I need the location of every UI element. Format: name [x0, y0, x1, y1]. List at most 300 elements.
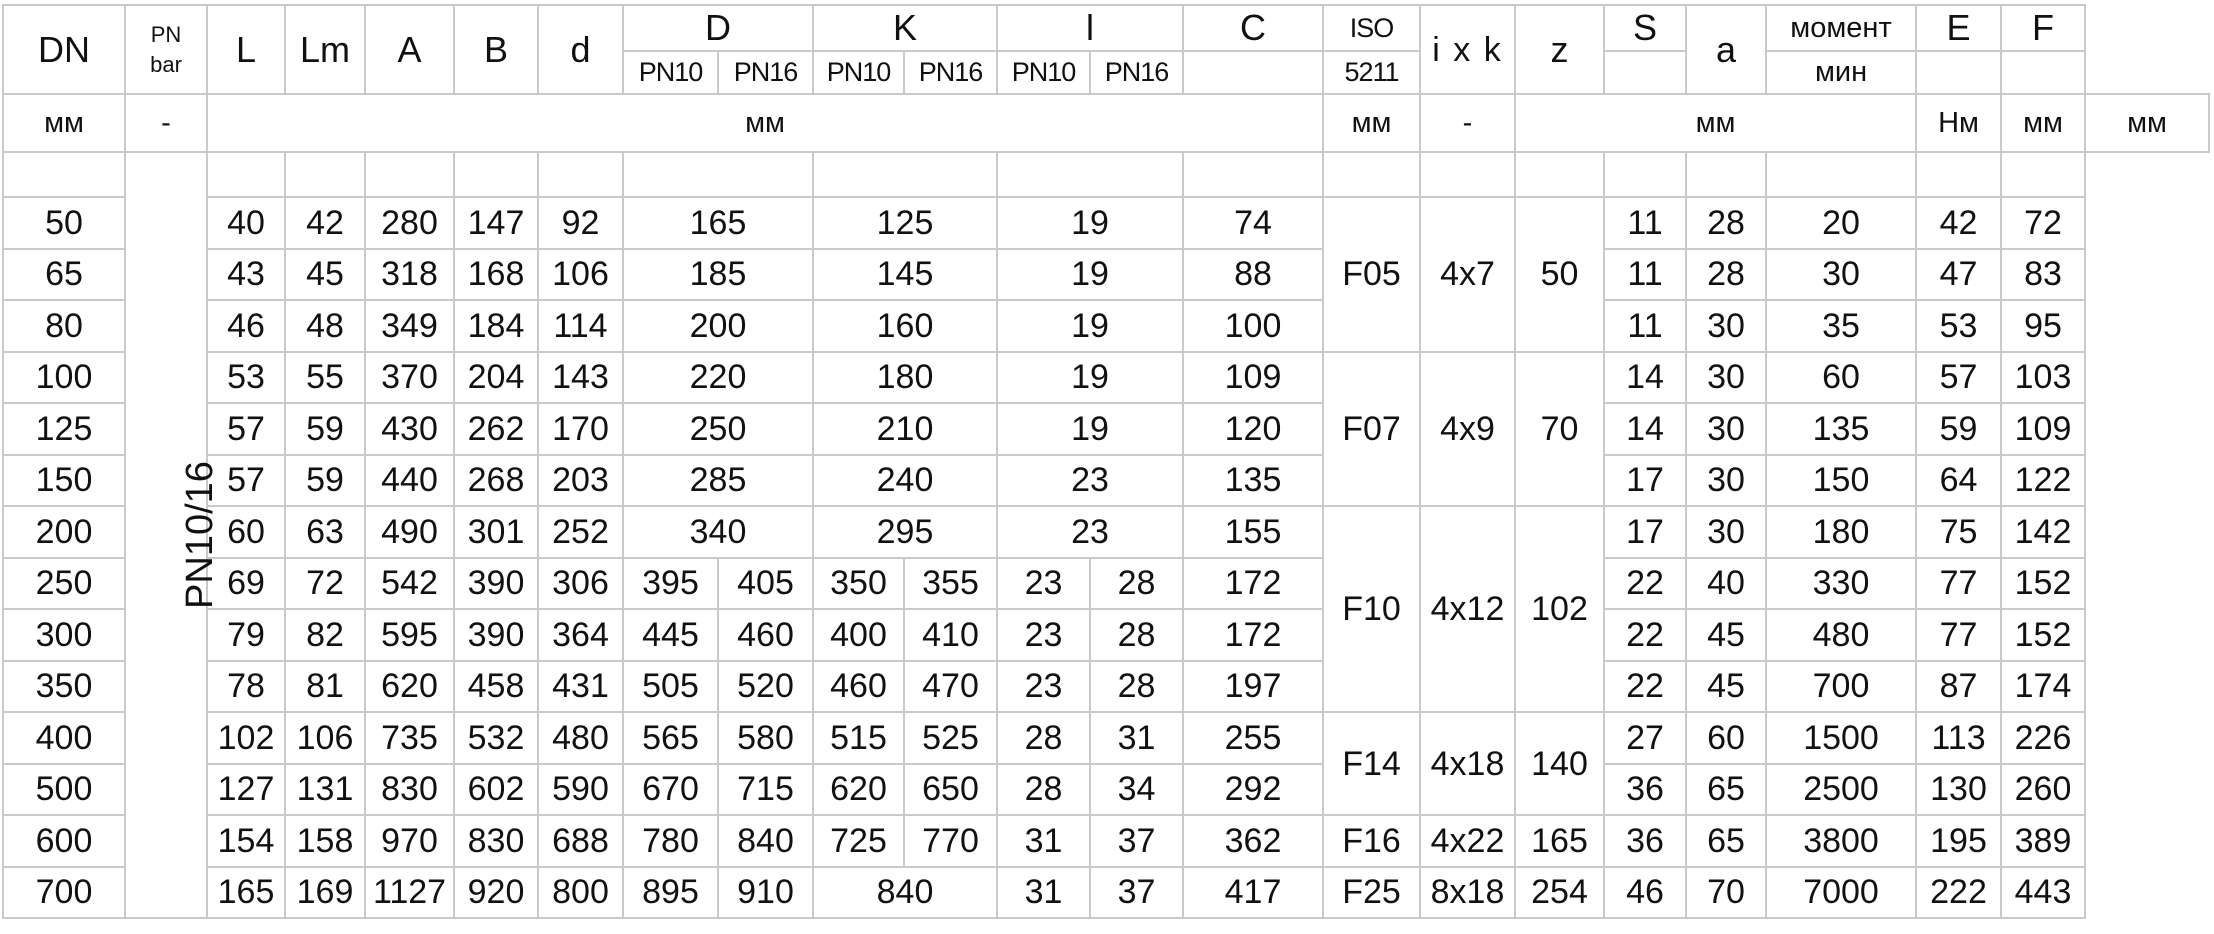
cell-torque: 330 — [1766, 558, 1916, 610]
cell-d-pn16: 460 — [718, 609, 813, 661]
cell-k-pn10: 400 — [813, 609, 904, 661]
cell-d-pn10: 395 — [623, 558, 718, 610]
cell-l: 60 — [207, 506, 285, 558]
cell-torque: 1500 — [1766, 712, 1916, 764]
cell-f: 83 — [2001, 249, 2085, 301]
cell-torque: 700 — [1766, 661, 1916, 713]
table-row-dn600 — [3, 815, 2209, 867]
cell-a-small: 30 — [1686, 403, 1766, 455]
cell-l-pn16: 28 — [1090, 558, 1183, 610]
cell-l-bolt: 23 — [997, 506, 1183, 558]
cell-c: 120 — [1183, 403, 1323, 455]
cell-d-pn16: 580 — [718, 712, 813, 764]
cell-dn: 250 — [3, 558, 125, 610]
cell-l: 127 — [207, 764, 285, 816]
cell-k-pn16: 770 — [904, 815, 997, 867]
cell-ixk: 4x12 — [1420, 506, 1515, 712]
table-row-dn80 — [3, 300, 2209, 352]
butterfly-valve-dimensions-table — [2, 4, 2210, 919]
cell-k-pn16: 650 — [904, 764, 997, 816]
cell-a: 280 — [365, 197, 454, 249]
spacer-cell — [1766, 152, 1916, 197]
spacer-cell — [1323, 152, 1420, 197]
spacer-cell — [454, 152, 538, 197]
cell-a: 970 — [365, 815, 454, 867]
cell-a-small: 60 — [1686, 712, 1766, 764]
cell-b: 204 — [454, 352, 538, 404]
cell-ixk: 4x22 — [1420, 815, 1515, 867]
cell-dn: 400 — [3, 712, 125, 764]
cell-dn: 700 — [3, 867, 125, 919]
cell-l-bolt: 19 — [997, 249, 1183, 301]
unit-pn: - — [125, 94, 207, 152]
cell-lm: 45 — [285, 249, 365, 301]
table-row-dn50 — [3, 197, 2209, 249]
cell-dn: 150 — [3, 455, 125, 507]
cell-a-small: 28 — [1686, 249, 1766, 301]
cell-d-small: 688 — [538, 815, 623, 867]
cell-b: 602 — [454, 764, 538, 816]
spacer-cell — [365, 152, 454, 197]
spacer-cell — [207, 152, 285, 197]
cell-e: 130 — [1916, 764, 2001, 816]
col-header-z: z — [1515, 5, 1604, 94]
table-row-dn125 — [3, 403, 2209, 455]
cell-k: 240 — [813, 455, 997, 507]
cell-a: 542 — [365, 558, 454, 610]
col-header-l-pn10: PN10 — [997, 51, 1090, 94]
cell-d-small: 92 — [538, 197, 623, 249]
col-header-a: A — [365, 5, 454, 94]
cell-c: 172 — [1183, 609, 1323, 661]
cell-k-pn10: 725 — [813, 815, 904, 867]
spacer-cell — [1183, 152, 1323, 197]
cell-l-pn16: 28 — [1090, 661, 1183, 713]
unit-ixk-z-s-a: мм — [1515, 94, 1916, 152]
cell-l-bolt: 19 — [997, 300, 1183, 352]
cell-l-bolt: 19 — [997, 403, 1183, 455]
cell-iso: F07 — [1323, 352, 1420, 507]
cell-d-small: 203 — [538, 455, 623, 507]
table-row-dn200 — [3, 506, 2209, 558]
cell-d-pn10: 445 — [623, 609, 718, 661]
col-header-s-blank — [1604, 51, 1686, 94]
table-row-dn250 — [3, 558, 2209, 610]
cell-d-small: 480 — [538, 712, 623, 764]
cell-c: 417 — [1183, 867, 1323, 919]
cell-b: 830 — [454, 815, 538, 867]
cell-a-small: 30 — [1686, 455, 1766, 507]
cell-c: 88 — [1183, 249, 1323, 301]
col-header-pn — [125, 5, 207, 94]
cell-torque: 7000 — [1766, 867, 1916, 919]
cell-d-pn16: 405 — [718, 558, 813, 610]
cell-c: 100 — [1183, 300, 1323, 352]
cell-s: 27 — [1604, 712, 1686, 764]
cell-a-small: 70 — [1686, 867, 1766, 919]
cell-z: 254 — [1515, 867, 1604, 919]
table-row-dn65 — [3, 249, 2209, 301]
cell-c: 135 — [1183, 455, 1323, 507]
cell-dn: 125 — [3, 403, 125, 455]
cell-k-pn16: 525 — [904, 712, 997, 764]
spacer-cell — [1515, 152, 1604, 197]
cell-l: 46 — [207, 300, 285, 352]
cell-f: 103 — [2001, 352, 2085, 404]
cell-k-pn16: 355 — [904, 558, 997, 610]
cell-f: 443 — [2001, 867, 2085, 919]
cell-d-pn16: 840 — [718, 815, 813, 867]
cell-a: 620 — [365, 661, 454, 713]
cell-d-small: 106 — [538, 249, 623, 301]
cell-torque: 150 — [1766, 455, 1916, 507]
cell-l: 43 — [207, 249, 285, 301]
cell-c: 172 — [1183, 558, 1323, 610]
cell-s: 11 — [1604, 197, 1686, 249]
spacer-cell — [1916, 152, 2001, 197]
cell-f: 152 — [2001, 609, 2085, 661]
cell-f: 142 — [2001, 506, 2085, 558]
cell-k: 160 — [813, 300, 997, 352]
cell-k: 180 — [813, 352, 997, 404]
cell-torque: 3800 — [1766, 815, 1916, 867]
col-header-l: L — [207, 5, 285, 94]
col-header-torque-top: момент — [1766, 5, 1916, 51]
cell-torque: 135 — [1766, 403, 1916, 455]
cell-d-pn10: 505 — [623, 661, 718, 713]
spacer-cell — [1420, 152, 1515, 197]
cell-f: 260 — [2001, 764, 2085, 816]
cell-z: 102 — [1515, 506, 1604, 712]
cell-a-small: 45 — [1686, 609, 1766, 661]
col-header-e: E — [1916, 5, 2001, 51]
cell-torque: 20 — [1766, 197, 1916, 249]
cell-ixk: 4x9 — [1420, 352, 1515, 507]
cell-c: 292 — [1183, 764, 1323, 816]
cell-e: 195 — [1916, 815, 2001, 867]
cell-l-pn16: 37 — [1090, 867, 1183, 919]
cell-l: 69 — [207, 558, 285, 610]
cell-s: 17 — [1604, 455, 1686, 507]
cell-s: 14 — [1604, 403, 1686, 455]
col-header-iso-top: ISO — [1323, 5, 1420, 51]
cell-s: 14 — [1604, 352, 1686, 404]
cell-f: 72 — [2001, 197, 2085, 249]
unit-f: мм — [2085, 94, 2209, 152]
spacer-cell — [813, 152, 997, 197]
cell-a-small: 30 — [1686, 506, 1766, 558]
unit-dn: мм — [3, 94, 125, 152]
cell-lm: 59 — [285, 403, 365, 455]
cell-lm: 63 — [285, 506, 365, 558]
cell-b: 262 — [454, 403, 538, 455]
pn-rating-cell — [125, 152, 221, 918]
table-row-dn150 — [3, 455, 2209, 507]
cell-c: 155 — [1183, 506, 1323, 558]
cell-z: 50 — [1515, 197, 1604, 352]
cell-k: 295 — [813, 506, 997, 558]
cell-l: 53 — [207, 352, 285, 404]
cell-e: 87 — [1916, 661, 2001, 713]
cell-s: 36 — [1604, 815, 1686, 867]
cell-s: 22 — [1604, 558, 1686, 610]
cell-a: 430 — [365, 403, 454, 455]
spacer-cell — [538, 152, 623, 197]
cell-dn: 80 — [3, 300, 125, 352]
col-header-ixk: i x k — [1420, 5, 1515, 94]
cell-iso: F14 — [1323, 712, 1420, 815]
cell-k: 210 — [813, 403, 997, 455]
cell-torque: 35 — [1766, 300, 1916, 352]
cell-d-flange: 165 — [623, 197, 813, 249]
cell-a-small: 40 — [1686, 558, 1766, 610]
cell-e: 57 — [1916, 352, 2001, 404]
cell-s: 22 — [1604, 661, 1686, 713]
spacer-cell — [997, 152, 1183, 197]
cell-d-pn16: 520 — [718, 661, 813, 713]
cell-a-small: 65 — [1686, 815, 1766, 867]
spacer-row — [3, 152, 2209, 197]
cell-d-small: 170 — [538, 403, 623, 455]
cell-d-flange: 340 — [623, 506, 813, 558]
table-row-dn400 — [3, 712, 2209, 764]
col-header-lm: Lm — [285, 5, 365, 94]
cell-iso: F25 — [1323, 867, 1420, 919]
cell-a-small: 30 — [1686, 300, 1766, 352]
cell-d-pn10: 565 — [623, 712, 718, 764]
cell-l: 79 — [207, 609, 285, 661]
cell-d-flange: 185 — [623, 249, 813, 301]
col-header-a-small: a — [1686, 5, 1766, 94]
cell-lm: 106 — [285, 712, 365, 764]
cell-s: 36 — [1604, 764, 1686, 816]
cell-l-pn16: 37 — [1090, 815, 1183, 867]
spacer-cell — [2001, 152, 2085, 197]
cell-c: 362 — [1183, 815, 1323, 867]
cell-a: 595 — [365, 609, 454, 661]
cell-d-pn16: 910 — [718, 867, 813, 919]
cell-b: 147 — [454, 197, 538, 249]
spacer-cell — [285, 152, 365, 197]
col-header-f-blank — [2001, 51, 2085, 94]
cell-a: 318 — [365, 249, 454, 301]
cell-d-small: 590 — [538, 764, 623, 816]
cell-b: 920 — [454, 867, 538, 919]
cell-f: 174 — [2001, 661, 2085, 713]
cell-d-small: 800 — [538, 867, 623, 919]
cell-a-small: 30 — [1686, 352, 1766, 404]
cell-d-flange: 200 — [623, 300, 813, 352]
cell-f: 95 — [2001, 300, 2085, 352]
cell-s: 46 — [1604, 867, 1686, 919]
cell-z: 70 — [1515, 352, 1604, 507]
cell-a: 830 — [365, 764, 454, 816]
cell-a: 349 — [365, 300, 454, 352]
cell-dn: 65 — [3, 249, 125, 301]
header-row-1 — [3, 5, 2209, 51]
unit-torque: Нм — [1916, 94, 2001, 152]
cell-k-pn10: 460 — [813, 661, 904, 713]
spacer-cell — [623, 152, 813, 197]
col-header-e-blank — [1916, 51, 2001, 94]
cell-l-pn10: 31 — [997, 867, 1090, 919]
cell-ixk: 8x18 — [1420, 867, 1515, 919]
cell-torque: 480 — [1766, 609, 1916, 661]
unit-e: мм — [2001, 94, 2085, 152]
col-header-d-pn10: PN10 — [623, 51, 718, 94]
cell-d-small: 431 — [538, 661, 623, 713]
cell-b: 268 — [454, 455, 538, 507]
cell-l: 40 — [207, 197, 285, 249]
cell-b: 458 — [454, 661, 538, 713]
cell-l-pn10: 31 — [997, 815, 1090, 867]
cell-lm: 48 — [285, 300, 365, 352]
cell-d-flange: 285 — [623, 455, 813, 507]
spacer-cell — [3, 152, 125, 197]
cell-s: 11 — [1604, 300, 1686, 352]
table-row-dn350 — [3, 661, 2209, 713]
cell-e: 222 — [1916, 867, 2001, 919]
cell-dn: 200 — [3, 506, 125, 558]
cell-l: 102 — [207, 712, 285, 764]
cell-l-pn10: 23 — [997, 609, 1090, 661]
table-row-dn700 — [3, 867, 2209, 919]
cell-l-pn10: 23 — [997, 661, 1090, 713]
cell-lm: 81 — [285, 661, 365, 713]
cell-k: 145 — [813, 249, 997, 301]
cell-k-pn10: 350 — [813, 558, 904, 610]
cell-d-pn10: 895 — [623, 867, 718, 919]
cell-l-bolt: 19 — [997, 197, 1183, 249]
cell-l-pn10: 28 — [997, 764, 1090, 816]
cell-dn: 50 — [3, 197, 125, 249]
cell-a: 440 — [365, 455, 454, 507]
cell-f: 152 — [2001, 558, 2085, 610]
col-header-l-bolt: l — [997, 5, 1183, 51]
cell-dn: 100 — [3, 352, 125, 404]
cell-d-pn16: 715 — [718, 764, 813, 816]
col-header-b: B — [454, 5, 538, 94]
cell-k: 840 — [813, 867, 997, 919]
cell-e: 113 — [1916, 712, 2001, 764]
col-header-torque-bottom: мин — [1766, 51, 1916, 94]
cell-f: 226 — [2001, 712, 2085, 764]
cell-l-pn16: 28 — [1090, 609, 1183, 661]
cell-e: 77 — [1916, 609, 2001, 661]
cell-f: 122 — [2001, 455, 2085, 507]
spacer-cell — [1686, 152, 1766, 197]
col-header-pn-top: PN — [150, 21, 182, 47]
cell-ixk: 4x7 — [1420, 197, 1515, 352]
cell-l-bolt: 23 — [997, 455, 1183, 507]
cell-e: 53 — [1916, 300, 2001, 352]
col-header-pn-bottom: bar — [150, 51, 182, 77]
col-header-d-flange: D — [623, 5, 813, 51]
cell-ixk: 4x18 — [1420, 712, 1515, 815]
cell-iso: F10 — [1323, 506, 1420, 712]
cell-dn: 300 — [3, 609, 125, 661]
cell-f: 389 — [2001, 815, 2085, 867]
cell-dn: 600 — [3, 815, 125, 867]
cell-k-pn10: 515 — [813, 712, 904, 764]
col-header-k-pn10: PN10 — [813, 51, 904, 94]
cell-k: 125 — [813, 197, 997, 249]
cell-l: 78 — [207, 661, 285, 713]
cell-d-small: 306 — [538, 558, 623, 610]
unit-iso: - — [1420, 94, 1515, 152]
unit-dimensions: мм — [207, 94, 1323, 152]
cell-a: 735 — [365, 712, 454, 764]
cell-e: 77 — [1916, 558, 2001, 610]
cell-lm: 131 — [285, 764, 365, 816]
cell-d-small: 364 — [538, 609, 623, 661]
col-header-l-pn16: PN16 — [1090, 51, 1183, 94]
cell-c: 109 — [1183, 352, 1323, 404]
cell-d-flange: 250 — [623, 403, 813, 455]
cell-k-pn16: 410 — [904, 609, 997, 661]
cell-b: 184 — [454, 300, 538, 352]
cell-e: 47 — [1916, 249, 2001, 301]
cell-s: 17 — [1604, 506, 1686, 558]
cell-dn: 350 — [3, 661, 125, 713]
cell-l-pn16: 31 — [1090, 712, 1183, 764]
cell-b: 390 — [454, 558, 538, 610]
col-header-c-blank — [1183, 51, 1323, 94]
cell-l: 57 — [207, 455, 285, 507]
cell-lm: 158 — [285, 815, 365, 867]
pn-rating-label: PN10/16 — [178, 461, 221, 609]
cell-z: 165 — [1515, 815, 1604, 867]
cell-iso: F16 — [1323, 815, 1420, 867]
col-header-k: K — [813, 5, 997, 51]
cell-a: 490 — [365, 506, 454, 558]
cell-torque: 2500 — [1766, 764, 1916, 816]
cell-lm: 55 — [285, 352, 365, 404]
cell-d-flange: 220 — [623, 352, 813, 404]
col-header-k-pn16: PN16 — [904, 51, 997, 94]
cell-d-pn10: 670 — [623, 764, 718, 816]
cell-s: 11 — [1604, 249, 1686, 301]
cell-d-pn10: 780 — [623, 815, 718, 867]
cell-f: 109 — [2001, 403, 2085, 455]
cell-lm: 72 — [285, 558, 365, 610]
col-header-dn: DN — [3, 5, 125, 94]
cell-torque: 180 — [1766, 506, 1916, 558]
cell-e: 59 — [1916, 403, 2001, 455]
cell-l-bolt: 19 — [997, 352, 1183, 404]
cell-lm: 169 — [285, 867, 365, 919]
col-header-d-small: d — [538, 5, 623, 94]
col-header-c: C — [1183, 5, 1323, 51]
cell-k-pn16: 470 — [904, 661, 997, 713]
cell-b: 390 — [454, 609, 538, 661]
table-row-dn100 — [3, 352, 2209, 404]
col-header-f: F — [2001, 5, 2085, 51]
cell-l-pn10: 23 — [997, 558, 1090, 610]
cell-d-small: 143 — [538, 352, 623, 404]
cell-k-pn10: 620 — [813, 764, 904, 816]
spacer-cell — [1604, 152, 1686, 197]
cell-s: 22 — [1604, 609, 1686, 661]
cell-dn: 500 — [3, 764, 125, 816]
cell-b: 168 — [454, 249, 538, 301]
cell-torque: 30 — [1766, 249, 1916, 301]
cell-c: 74 — [1183, 197, 1323, 249]
cell-l-pn10: 28 — [997, 712, 1090, 764]
col-header-iso-bottom: 5211 — [1323, 51, 1420, 94]
cell-l: 154 — [207, 815, 285, 867]
cell-torque: 60 — [1766, 352, 1916, 404]
